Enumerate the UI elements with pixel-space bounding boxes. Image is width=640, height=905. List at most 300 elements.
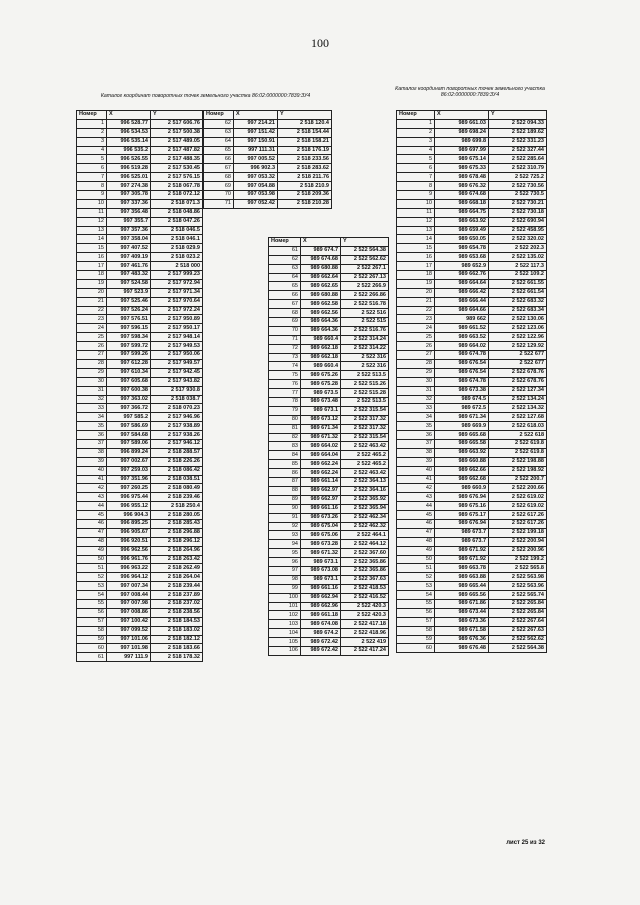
table-row bbox=[397, 493, 547, 502]
point-number-cell: 40 bbox=[397, 466, 435, 475]
x-coordinate-cell: 996 534.53 bbox=[107, 128, 151, 137]
point-number-cell: 14 bbox=[77, 235, 107, 244]
y-coordinate-cell: 2 518 280.05 bbox=[151, 511, 203, 520]
table-row bbox=[397, 288, 547, 297]
table-row bbox=[77, 191, 203, 200]
point-number-cell: 33 bbox=[397, 404, 435, 413]
table-row bbox=[204, 199, 332, 208]
point-number-cell: 6 bbox=[397, 164, 435, 173]
x-coordinate-cell: 997 523.9 bbox=[107, 288, 151, 297]
x-coordinate-cell: 989 676.54 bbox=[435, 368, 489, 377]
table-row bbox=[397, 466, 547, 475]
y-coordinate-cell: 2 522 516.76 bbox=[341, 326, 389, 335]
x-coordinate-cell: 989 669.9 bbox=[435, 422, 489, 431]
x-coordinate-cell: 989 671.32 bbox=[301, 433, 341, 442]
table-row bbox=[397, 146, 547, 155]
x-coordinate-cell: 997 605.68 bbox=[107, 377, 151, 386]
x-coordinate-cell: 989 675.16 bbox=[435, 502, 489, 511]
point-number-cell: 56 bbox=[397, 608, 435, 617]
point-number-cell: 19 bbox=[397, 279, 435, 288]
point-number-cell: 91 bbox=[269, 513, 301, 522]
x-coordinate-cell: 989 661.16 bbox=[301, 504, 341, 513]
table-row bbox=[77, 351, 203, 360]
x-coordinate-cell: 989 663.88 bbox=[435, 573, 489, 582]
point-number-cell: 50 bbox=[77, 555, 107, 564]
table-row bbox=[397, 502, 547, 511]
x-coordinate-cell: 989 676.48 bbox=[435, 644, 489, 653]
table-row bbox=[77, 146, 203, 155]
y-coordinate-cell: 2 522 267.1 bbox=[341, 264, 389, 273]
table-row bbox=[77, 422, 203, 431]
point-number-cell: 15 bbox=[77, 244, 107, 253]
x-coordinate-cell: 996 920.51 bbox=[107, 537, 151, 546]
point-number-cell: 64 bbox=[204, 137, 234, 146]
point-number-cell: 44 bbox=[397, 502, 435, 511]
y-coordinate-cell: 2 522 619.02 bbox=[489, 502, 547, 511]
y-coordinate-cell: 2 522 200.94 bbox=[489, 537, 547, 546]
table-row bbox=[77, 182, 203, 191]
x-coordinate-cell: 989 673.36 bbox=[435, 617, 489, 626]
y-coordinate-cell: 2 522 564.38 bbox=[341, 246, 389, 255]
point-number-cell: 99 bbox=[269, 584, 301, 593]
y-coordinate-cell: 2 517 530.45 bbox=[151, 164, 203, 173]
table-row bbox=[397, 635, 547, 644]
x-coordinate-cell: 989 674.08 bbox=[301, 620, 341, 629]
table-row bbox=[204, 146, 332, 155]
y-coordinate-cell: 2 517 938.26 bbox=[151, 431, 203, 440]
y-coordinate-cell: 2 522 310.79 bbox=[489, 164, 547, 173]
x-coordinate-cell: 989 671.34 bbox=[301, 424, 341, 433]
point-number-cell: 56 bbox=[77, 608, 107, 617]
right-table-caption: Каталог координат поворотных точек земельного участка 86:02:0000000:7839:ЗУ4 bbox=[395, 86, 545, 98]
y-coordinate-cell: 2 522 266.86 bbox=[341, 291, 389, 300]
x-coordinate-cell: 997 099.52 bbox=[107, 626, 151, 635]
x-coordinate-cell: 997 305.78 bbox=[107, 191, 151, 200]
table-row bbox=[77, 573, 203, 582]
y-coordinate-cell: 2 522 129.92 bbox=[489, 342, 547, 351]
table-header-row bbox=[204, 111, 332, 120]
y-coordinate-cell: 2 522 130.06 bbox=[489, 315, 547, 324]
table-row bbox=[397, 137, 547, 146]
table-row bbox=[77, 279, 203, 288]
table-row bbox=[269, 558, 389, 567]
table-row bbox=[204, 164, 332, 173]
y-coordinate-cell: 2 517 999.23 bbox=[151, 271, 203, 280]
column-header-number: Номер bbox=[397, 111, 435, 120]
x-coordinate-cell: 996 955.12 bbox=[107, 502, 151, 511]
table-row bbox=[77, 528, 203, 537]
table-row bbox=[77, 519, 203, 528]
x-coordinate-cell: 996 895.25 bbox=[107, 519, 151, 528]
y-coordinate-cell: 2 522 127.68 bbox=[489, 413, 547, 422]
table-row bbox=[269, 424, 389, 433]
point-number-cell: 27 bbox=[397, 351, 435, 360]
y-coordinate-cell: 2 517 971.34 bbox=[151, 288, 203, 297]
x-coordinate-cell: 989 659.49 bbox=[435, 226, 489, 235]
table-row bbox=[269, 264, 389, 273]
x-coordinate-cell: 997 356.48 bbox=[107, 208, 151, 217]
point-number-cell: 89 bbox=[269, 495, 301, 504]
table-row bbox=[269, 504, 389, 513]
table-row bbox=[269, 309, 389, 318]
y-coordinate-cell: 2 517 950.17 bbox=[151, 324, 203, 333]
point-number-cell: 36 bbox=[397, 431, 435, 440]
point-number-cell: 82 bbox=[269, 433, 301, 442]
y-coordinate-cell: 2 518 000 bbox=[151, 262, 203, 271]
point-number-cell: 71 bbox=[269, 335, 301, 344]
table-row bbox=[397, 484, 547, 493]
y-coordinate-cell: 2 522 617.26 bbox=[489, 511, 547, 520]
table-row bbox=[77, 644, 203, 653]
x-coordinate-cell: 989 663.92 bbox=[435, 448, 489, 457]
table-row bbox=[269, 335, 389, 344]
x-coordinate-cell: 997 111.9 bbox=[107, 653, 151, 662]
x-coordinate-cell: 997 008.44 bbox=[107, 591, 151, 600]
point-number-cell: 15 bbox=[397, 244, 435, 253]
table-row bbox=[269, 371, 389, 380]
point-number-cell: 3 bbox=[397, 137, 435, 146]
y-coordinate-cell: 2 517 942.45 bbox=[151, 368, 203, 377]
table-row bbox=[397, 128, 547, 137]
y-coordinate-cell: 2 522 463.42 bbox=[341, 469, 389, 478]
y-coordinate-cell: 2 518 238.56 bbox=[151, 608, 203, 617]
x-coordinate-cell: 989 673.12 bbox=[301, 415, 341, 424]
table-row bbox=[204, 191, 332, 200]
point-number-cell: 7 bbox=[77, 173, 107, 182]
point-number-cell: 29 bbox=[77, 368, 107, 377]
point-number-cell: 47 bbox=[77, 528, 107, 537]
table-row bbox=[397, 519, 547, 528]
x-coordinate-cell: 996 535.2 bbox=[107, 146, 151, 155]
table-row bbox=[269, 398, 389, 407]
point-number-cell: 7 bbox=[397, 173, 435, 182]
x-coordinate-cell: 989 675.28 bbox=[301, 380, 341, 389]
y-coordinate-cell: 2 518 046.5 bbox=[151, 226, 203, 235]
table-row bbox=[269, 246, 389, 255]
point-number-cell: 1 bbox=[397, 119, 435, 128]
point-number-cell: 22 bbox=[77, 306, 107, 315]
x-coordinate-cell: 997 054.88 bbox=[234, 182, 278, 191]
x-coordinate-cell: 989 662.24 bbox=[301, 460, 341, 469]
table-row bbox=[269, 273, 389, 282]
y-coordinate-cell: 2 522 565.8 bbox=[489, 564, 547, 573]
table-row bbox=[77, 173, 203, 182]
table-row bbox=[397, 368, 547, 377]
point-number-cell: 42 bbox=[77, 484, 107, 493]
x-coordinate-cell: 997 599.72 bbox=[107, 342, 151, 351]
x-coordinate-cell: 989 661.16 bbox=[301, 584, 341, 593]
table-row bbox=[77, 315, 203, 324]
y-coordinate-cell: 2 518 264.96 bbox=[151, 546, 203, 555]
y-coordinate-cell: 2 522 199.2 bbox=[489, 555, 547, 564]
table-row bbox=[77, 555, 203, 564]
x-coordinate-cell: 989 673.44 bbox=[435, 608, 489, 617]
table-row bbox=[397, 475, 547, 484]
point-number-cell: 13 bbox=[397, 226, 435, 235]
y-coordinate-cell: 2 522 316 bbox=[341, 353, 389, 362]
x-coordinate-cell: 996 961.76 bbox=[107, 555, 151, 564]
table-row bbox=[77, 564, 203, 573]
table-row bbox=[269, 584, 389, 593]
y-coordinate-cell: 2 522 730.5 bbox=[489, 191, 547, 200]
x-coordinate-cell: 997 358.04 bbox=[107, 235, 151, 244]
point-number-cell: 17 bbox=[77, 262, 107, 271]
x-coordinate-cell: 989 676.32 bbox=[435, 182, 489, 191]
y-coordinate-cell: 2 522 513.5 bbox=[341, 398, 389, 407]
coord-table-a bbox=[76, 110, 203, 662]
table-row bbox=[397, 555, 547, 564]
y-coordinate-cell: 2 517 943.82 bbox=[151, 377, 203, 386]
y-coordinate-cell: 2 518 239.44 bbox=[151, 582, 203, 591]
y-coordinate-cell: 2 522 315.54 bbox=[341, 406, 389, 415]
x-coordinate-cell: 997 053.32 bbox=[234, 173, 278, 182]
table-row bbox=[269, 362, 389, 371]
y-coordinate-cell: 2 522 122.96 bbox=[489, 333, 547, 342]
x-coordinate-cell: 989 671.34 bbox=[435, 413, 489, 422]
y-coordinate-cell: 2 517 576.15 bbox=[151, 173, 203, 182]
table-row bbox=[269, 300, 389, 309]
y-coordinate-cell: 2 517 487.82 bbox=[151, 146, 203, 155]
y-coordinate-cell: 2 517 972.94 bbox=[151, 279, 203, 288]
point-number-cell: 17 bbox=[397, 262, 435, 271]
x-coordinate-cell: 989 662.64 bbox=[301, 273, 341, 282]
point-number-cell: 30 bbox=[77, 377, 107, 386]
table-row bbox=[77, 511, 203, 520]
point-number-cell: 32 bbox=[397, 395, 435, 404]
x-coordinate-cell: 989 674.68 bbox=[301, 255, 341, 264]
y-coordinate-cell: 2 522 420.3 bbox=[341, 611, 389, 620]
y-coordinate-cell: 2 522 618 bbox=[489, 431, 547, 440]
table-row bbox=[397, 546, 547, 555]
y-coordinate-cell: 2 518 158.21 bbox=[278, 137, 332, 146]
table-row bbox=[397, 422, 547, 431]
x-coordinate-cell: 989 662.94 bbox=[301, 593, 341, 602]
point-number-cell: 77 bbox=[269, 389, 301, 398]
table-row bbox=[77, 484, 203, 493]
point-number-cell: 2 bbox=[397, 128, 435, 137]
point-number-cell: 64 bbox=[269, 273, 301, 282]
table-row bbox=[77, 537, 203, 546]
x-coordinate-cell: 989 662.66 bbox=[435, 466, 489, 475]
point-number-cell: 105 bbox=[269, 638, 301, 647]
x-coordinate-cell: 996 526.55 bbox=[107, 155, 151, 164]
table-row bbox=[397, 297, 547, 306]
point-number-cell: 31 bbox=[397, 386, 435, 395]
point-number-cell: 104 bbox=[269, 629, 301, 638]
y-coordinate-cell: 2 522 200.66 bbox=[489, 484, 547, 493]
y-coordinate-cell: 2 518 182.12 bbox=[151, 635, 203, 644]
x-coordinate-cell: 989 664.02 bbox=[301, 442, 341, 451]
point-number-cell: 34 bbox=[397, 413, 435, 422]
point-number-cell: 85 bbox=[269, 460, 301, 469]
left-table-caption: Каталог координат поворотных точек земельного участка 86:02:0000000:7839:ЗУ4 bbox=[100, 93, 311, 99]
point-number-cell: 55 bbox=[77, 599, 107, 608]
point-number-cell: 54 bbox=[77, 591, 107, 600]
y-coordinate-cell: 2 522 189.62 bbox=[489, 128, 547, 137]
point-number-cell: 106 bbox=[269, 646, 301, 655]
x-coordinate-cell: 997 600.38 bbox=[107, 386, 151, 395]
y-coordinate-cell: 2 522 458.95 bbox=[489, 226, 547, 235]
table-row bbox=[77, 466, 203, 475]
y-coordinate-cell: 2 518 071.3 bbox=[151, 199, 203, 208]
column-header-number: Номер bbox=[77, 111, 107, 120]
point-number-cell: 12 bbox=[397, 217, 435, 226]
point-number-cell: 28 bbox=[77, 359, 107, 368]
table-row bbox=[397, 208, 547, 217]
y-coordinate-cell: 2 522 465.2 bbox=[341, 460, 389, 469]
y-coordinate-cell: 2 518 029.9 bbox=[151, 244, 203, 253]
x-coordinate-cell: 997 274.38 bbox=[107, 182, 151, 191]
y-coordinate-cell: 2 522 265.84 bbox=[489, 608, 547, 617]
table-row bbox=[77, 608, 203, 617]
y-coordinate-cell: 2 522 317.32 bbox=[341, 415, 389, 424]
y-coordinate-cell: 2 518 048.86 bbox=[151, 208, 203, 217]
column-header-x: X bbox=[301, 238, 341, 247]
x-coordinate-cell: 996 963.22 bbox=[107, 564, 151, 573]
x-coordinate-cell: 989 673.28 bbox=[301, 540, 341, 549]
table-row bbox=[397, 439, 547, 448]
table-row bbox=[397, 528, 547, 537]
x-coordinate-cell: 989 674.78 bbox=[435, 351, 489, 360]
table-row bbox=[269, 291, 389, 300]
x-coordinate-cell: 997 526.24 bbox=[107, 306, 151, 315]
table-row bbox=[269, 531, 389, 540]
column-header-number: Номер bbox=[204, 111, 234, 120]
point-number-cell: 44 bbox=[77, 502, 107, 511]
table-row bbox=[397, 226, 547, 235]
y-coordinate-cell: 2 522 462.34 bbox=[341, 513, 389, 522]
x-coordinate-cell: 997 599.26 bbox=[107, 351, 151, 360]
y-coordinate-cell: 2 518 178.32 bbox=[151, 653, 203, 662]
table-row bbox=[269, 522, 389, 531]
y-coordinate-cell: 2 517 949.57 bbox=[151, 359, 203, 368]
point-number-cell: 69 bbox=[204, 182, 234, 191]
y-coordinate-cell: 2 517 972.24 bbox=[151, 306, 203, 315]
point-number-cell: 93 bbox=[269, 531, 301, 540]
point-number-cell: 53 bbox=[397, 582, 435, 591]
table-row bbox=[269, 469, 389, 478]
point-number-cell: 52 bbox=[397, 573, 435, 582]
y-coordinate-cell: 2 522 420.3 bbox=[341, 602, 389, 611]
point-number-cell: 8 bbox=[397, 182, 435, 191]
y-coordinate-cell: 2 518 070.23 bbox=[151, 404, 203, 413]
x-coordinate-cell: 989 673.1 bbox=[301, 575, 341, 584]
x-coordinate-cell: 989 662.97 bbox=[301, 486, 341, 495]
point-number-cell: 37 bbox=[77, 439, 107, 448]
y-coordinate-cell: 2 522 135.02 bbox=[489, 253, 547, 262]
point-number-cell: 25 bbox=[397, 333, 435, 342]
point-number-cell: 102 bbox=[269, 611, 301, 620]
point-number-cell: 3 bbox=[77, 137, 107, 146]
y-coordinate-cell: 2 522 417.24 bbox=[341, 646, 389, 655]
table-row bbox=[77, 271, 203, 280]
x-coordinate-cell: 997 101.98 bbox=[107, 644, 151, 653]
y-coordinate-cell: 2 522 564.38 bbox=[489, 644, 547, 653]
table-row bbox=[269, 433, 389, 442]
table-row bbox=[269, 646, 389, 655]
y-coordinate-cell: 2 522 265.84 bbox=[489, 599, 547, 608]
x-coordinate-cell: 997 259.03 bbox=[107, 466, 151, 475]
point-number-cell: 58 bbox=[77, 626, 107, 635]
y-coordinate-cell: 2 522 199.18 bbox=[489, 528, 547, 537]
point-number-cell: 86 bbox=[269, 469, 301, 478]
y-coordinate-cell: 2 518 296.12 bbox=[151, 537, 203, 546]
table-row bbox=[77, 626, 203, 635]
x-coordinate-cell: 989 661.18 bbox=[301, 611, 341, 620]
y-coordinate-cell: 2 522 683.32 bbox=[489, 297, 547, 306]
y-coordinate-cell: 2 518 263.42 bbox=[151, 555, 203, 564]
y-coordinate-cell: 2 518 264.04 bbox=[151, 573, 203, 582]
x-coordinate-cell: 989 672.5 bbox=[435, 404, 489, 413]
column-header-x: X bbox=[234, 111, 278, 120]
table-row bbox=[269, 326, 389, 335]
point-number-cell: 24 bbox=[77, 324, 107, 333]
x-coordinate-cell: 989 664.36 bbox=[301, 326, 341, 335]
page-number: 100 bbox=[311, 36, 329, 50]
table-row bbox=[77, 297, 203, 306]
sheet-footer: лист 25 из 32 bbox=[506, 840, 545, 846]
table-row bbox=[397, 271, 547, 280]
x-coordinate-cell: 997 612.28 bbox=[107, 359, 151, 368]
y-coordinate-cell: 2 517 970.64 bbox=[151, 297, 203, 306]
point-number-cell: 28 bbox=[397, 359, 435, 368]
x-coordinate-cell: 989 664.36 bbox=[301, 318, 341, 327]
point-number-cell: 25 bbox=[77, 333, 107, 342]
table-row bbox=[397, 617, 547, 626]
table-row bbox=[397, 626, 547, 635]
point-number-cell: 68 bbox=[204, 173, 234, 182]
y-coordinate-cell: 2 518 283.62 bbox=[278, 164, 332, 173]
y-coordinate-cell: 2 518 047.26 bbox=[151, 217, 203, 226]
table-row bbox=[77, 128, 203, 137]
point-number-cell: 38 bbox=[77, 448, 107, 457]
table-row bbox=[204, 182, 332, 191]
y-coordinate-cell: 2 518 183.02 bbox=[151, 626, 203, 635]
table-row bbox=[269, 513, 389, 522]
y-coordinate-cell: 2 517 930.8 bbox=[151, 386, 203, 395]
column-header-y: Y bbox=[278, 111, 332, 120]
y-coordinate-cell: 2 522 109.2 bbox=[489, 271, 547, 280]
table-row bbox=[269, 380, 389, 389]
table-row bbox=[77, 288, 203, 297]
table-row bbox=[269, 478, 389, 487]
point-number-cell: 21 bbox=[77, 297, 107, 306]
point-number-cell: 54 bbox=[397, 591, 435, 600]
y-coordinate-cell: 2 522 565.74 bbox=[489, 591, 547, 600]
y-coordinate-cell: 2 517 489.05 bbox=[151, 137, 203, 146]
table-row bbox=[269, 540, 389, 549]
y-coordinate-cell: 2 522 678.76 bbox=[489, 368, 547, 377]
x-coordinate-cell: 996 962.56 bbox=[107, 546, 151, 555]
y-coordinate-cell: 2 522 134.24 bbox=[489, 395, 547, 404]
x-coordinate-cell: 989 676.94 bbox=[435, 493, 489, 502]
table-row bbox=[397, 262, 547, 271]
y-coordinate-cell: 2 522 730.21 bbox=[489, 199, 547, 208]
point-number-cell: 51 bbox=[397, 564, 435, 573]
table-row bbox=[204, 119, 332, 128]
point-number-cell: 53 bbox=[77, 582, 107, 591]
point-number-cell: 26 bbox=[397, 342, 435, 351]
point-number-cell: 71 bbox=[204, 199, 234, 208]
y-coordinate-cell: 2 518 237.89 bbox=[151, 591, 203, 600]
x-coordinate-cell: 997 100.42 bbox=[107, 617, 151, 626]
point-number-cell: 11 bbox=[77, 208, 107, 217]
table-row bbox=[397, 173, 547, 182]
point-number-cell: 69 bbox=[269, 318, 301, 327]
x-coordinate-cell: 997 598.34 bbox=[107, 333, 151, 342]
x-coordinate-cell: 997 584.68 bbox=[107, 431, 151, 440]
table-row bbox=[397, 537, 547, 546]
